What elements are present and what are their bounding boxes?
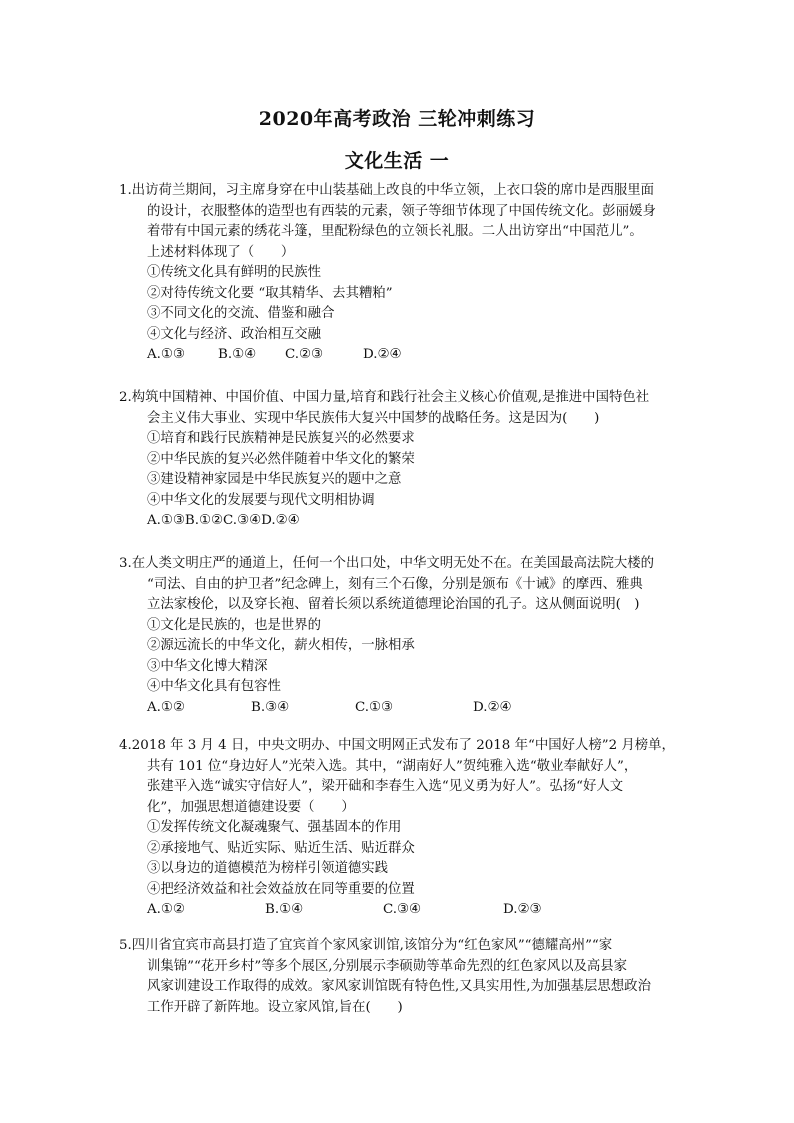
question-1 [119, 181, 679, 366]
option-a: A.①③ [147, 347, 185, 362]
answer-item: ②对待传统文化要 “取其精华、去其糟粕” [147, 285, 393, 301]
page-title: 2020年高考政治 三轮冲刺练习 [258, 108, 536, 130]
question-2 [119, 388, 679, 532]
question-5 [119, 936, 679, 1018]
question-stem-line: 训集锦”“花开乡村”等多个展区,分别展示李硕勋等革命先烈的红色家风以及高县家 [147, 958, 628, 974]
question-stem-line: 5.四川省宜宾市高县打造了宜宾首个家风家训馆,该馆分为“红色家风”“德耀高州”“家 [119, 938, 613, 953]
answer-options [119, 345, 679, 366]
option-b: B.①④ [218, 347, 257, 362]
option-b: B.③④ [251, 699, 290, 715]
question-stem-line: 工作开辟了新阵地。设立家风馆,旨在( ) [147, 999, 403, 1015]
question-4 [119, 736, 679, 921]
question-stem-line: 上述材料体现了（ ） [147, 244, 295, 260]
option-c: C.③④ [383, 902, 422, 917]
answer-item: ④中华文化具有包容性 [147, 679, 281, 694]
question-stem-line: 着带有中国元素的绣花斗篷，里配粉绿色的立领长礼服。二人出访穿出“中国范儿”。 [147, 224, 643, 239]
question-stem-line: 3.在人类文明庄严的通道上，任何一个出口处，中华文明无处不在。在美国最高法院大楼的 [119, 556, 655, 571]
question-3 [119, 554, 679, 718]
question-stem-line: 的设计，衣服整体的造型也有西装的元素，领子等细节体现了中国传统文化。彭丽媛身 [147, 203, 656, 219]
question-stem-line: 共有 101 位“身边好人”光荣入选。其中，“湖南好人”贺纯雅入选“敬业奉献好人”， [147, 758, 638, 774]
answer-item: ④中华文化的发展要与现代文明相协调 [147, 492, 375, 508]
question-stem-line: 化”，加强思想道德建设要（ ） [147, 799, 355, 815]
answer-item: ③不同文化的交流、借鉴和融合 [147, 306, 335, 321]
question-stem-line: “司法、自由的护卫者”纪念碑上，刻有三个石像，分别是颁布《十诫》的摩西、雅典 [147, 576, 643, 592]
answer-item: ②源远流长的中华文化，薪火相传，一脉相承 [147, 638, 415, 653]
answer-options [119, 900, 679, 921]
option-c: C.②③ [285, 347, 324, 362]
option-a: A.①② [147, 699, 185, 715]
question-stem-line: 立法家梭伦，以及穿长袍、留着长须以系统道德理论治国的孔子。这从侧面说明( ) [147, 597, 640, 612]
option-c: C.①③ [355, 699, 394, 715]
answer-item: ②中华民族的复兴必然伴随着中华文化的繁荣 [147, 451, 415, 467]
answer-item: ③中华文化博大精深 [147, 658, 268, 674]
question-stem-line: 1.出访荷兰期间，习主席身穿在中山装基础上改良的中华立领，上衣口袋的席巾是西服里面 [119, 183, 655, 198]
question-stem-line: 2.构筑中国精神、中国价值、中国力量,培育和践行社会主义核心价值观,是推进中国特色社 [119, 390, 650, 405]
question-stem-line: 4.2018 年 3 月 4 日，中央文明办、中国文明网正式发布了 2018 年“中国好人榜”2 月榜单， [119, 738, 675, 753]
answer-item: ①传统文化具有鲜明的民族性 [147, 265, 322, 280]
page-subtitle: 文化生活 一 [344, 150, 450, 172]
question-stem-line: 会主义伟大事业、实现中华民族伟大复兴中国梦的战略任务。这是因为( ) [147, 410, 600, 426]
question-stem-line: 张建平入选“诚实守信好人”，梁开础和李春生入选“见义勇为好人”。弘扬“好人文 [147, 779, 624, 794]
option-d: D.②④ [473, 699, 512, 715]
option-a: A.①② [147, 902, 185, 917]
answer-item: ①培育和践行民族精神是民族复兴的必然要求 [147, 431, 415, 446]
option-b: B.①④ [265, 902, 304, 917]
answer-item: ②承接地气、贴近实际、贴近生活、贴近群众 [147, 840, 415, 856]
answer-item: ④文化与经济、政治相互交融 [147, 326, 322, 342]
option-d: D.②③ [503, 902, 542, 917]
question-stem-line: 风家训建设工作取得的成效。家风家训馆既有特色性,又具实用性,为加强基层思想政治 [147, 979, 651, 994]
option-d: D.②④ [363, 347, 402, 362]
answer-item: ①文化是民族的，也是世界的 [147, 617, 322, 633]
answer-options: A.①③B.①②C.③④D.②④ [147, 513, 300, 528]
answer-item: ③建设精神家园是中华民族复兴的题中之意 [147, 472, 402, 487]
answer-item: ③以身边的道德模范为榜样引领道德实践 [147, 861, 389, 876]
answer-item: ④把经济效益和社会效益放在同等重要的位置 [147, 881, 415, 897]
answer-item: ①发挥传统文化凝魂聚气、强基固本的作用 [147, 820, 402, 835]
answer-options [119, 698, 679, 719]
